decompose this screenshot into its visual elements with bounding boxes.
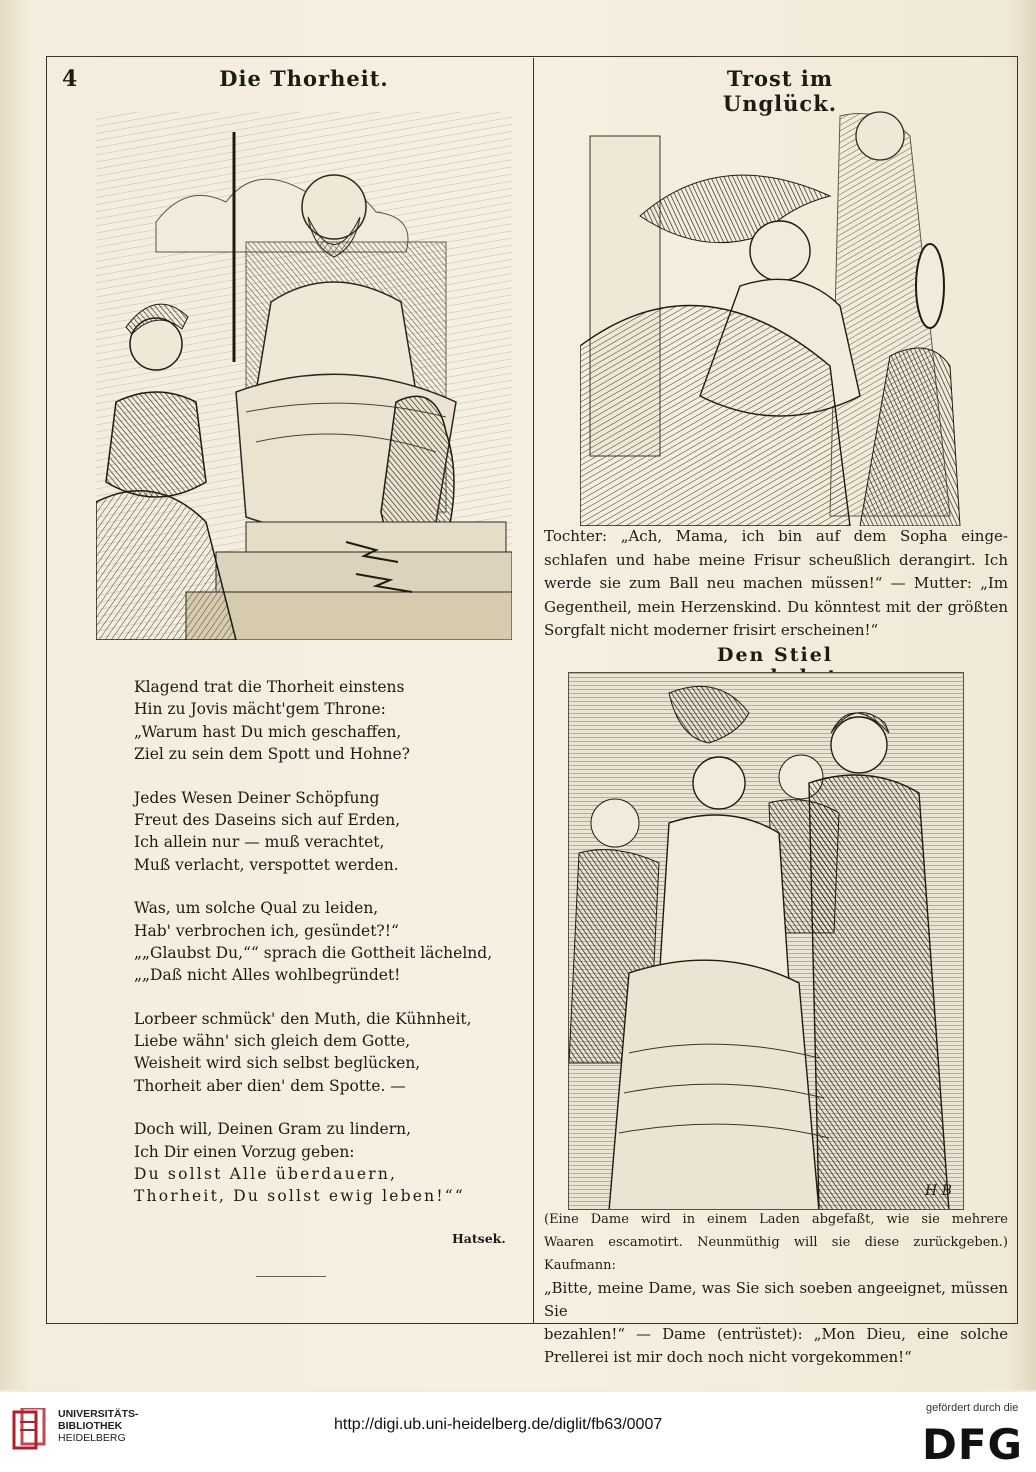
caption-line: Waaren escamotirt. Neunmüthig will sie diese zurückgeben.) Kaufmann: [544,1235,1008,1273]
illustration-daughter-with-mirror [580,96,1010,526]
poem-stanza [134,897,514,987]
university-library-logo-icon [12,1408,52,1452]
article-title-den-stiel-umgekehrt: Den Stiel [716,644,833,666]
caption-line: „Bitte, meine Dame, was Sie sich soeben angeeignet, müssen Sie [544,1280,1008,1320]
caption-line: bezahlen!“ — Dame (entrüstet): „Mon Dieu, eine solche [544,1326,1008,1343]
permalink-url[interactable]: http://digi.ub.uni-heidelberg.de/diglit/fb63/0007 [334,1416,663,1433]
poem-stanza [134,1118,514,1208]
caption-line: (Eine Dame wird in einem Laden abgefaßt, wie sie mehrere [544,1212,1008,1227]
university-library-name [58,1408,139,1444]
poem-author: Hatsek. [452,1231,506,1246]
poem-verse: Weisheit wird sich selbst beglücken, [134,1054,421,1073]
poem-verse: Muß verlacht, verspottet werden. [134,855,399,874]
poem-verse: Ziel zu sein dem Spott und Hohne? [134,745,410,764]
poem-verse: Liebe wähn' sich gleich dem Gotte, [134,1032,411,1051]
poem-verse: Hin zu Jovis mächt'gem Throne: [134,700,386,719]
poem-verse: Lorbeer schmück' den Muth, die Kühnheit, [134,1009,472,1028]
illustration-zeus-and-folly [96,112,512,640]
poem-verse: Thorheit aber dien' dem Spotte. — [134,1076,406,1095]
caption-line: Tochter: „Ach, Mama, ich bin auf dem Sopha einge- [544,527,1008,545]
caption-line: Gegentheil, mein Herzenskind. Du könntest mit der größten [544,597,1008,616]
engraving-girl-svg [580,96,1010,526]
caption-line: Sorgfalt nicht moderner frisirt erscheinen!“ [544,621,879,639]
poem-verse: Hab' verbrochen ich, gesündet?!“ [134,921,399,940]
poem-stanza [134,787,514,877]
poem-verse: „Warum hast Du mich geschaffen, [134,722,402,741]
funding-note: gefördert durch die [926,1402,1019,1414]
poem-stanza [134,1008,514,1098]
poem-verse: Thorheit, Du sollst ewig leben!““ [134,1187,466,1206]
end-rule [256,1276,326,1277]
column-divider [533,58,534,1324]
engraving-zeus-svg [96,112,512,640]
poem-die-thorheit [134,676,514,1229]
engraving-shop-svg [569,673,964,1210]
poem-verse: Was, um solche Qual zu leiden, [134,899,379,918]
poem-verse: Jedes Wesen Deiner Schöpfung [134,788,380,807]
poem-verse: Du sollst Alle überdauern, [134,1165,398,1184]
digitization-footer [0,1392,1036,1472]
caption-line: werde sie zum Ball neu machen müssen!“ — Mutter: „Im [544,574,1008,592]
illustration-signature: H B [925,1183,952,1199]
article-title-trost-im-unglueck: Trost im Unglück. [722,66,838,116]
poem-verse: „„Daß nicht Alles wohlbegründet! [134,966,401,985]
page-number: 4 [62,66,78,92]
illustration-shop-scene [568,672,964,1210]
caption-line: schlafen und habe meine Frisur scheußlich derangirt. Ich [544,550,1008,569]
poem-verse: „„Glaubst Du,““ sprach die Gottheit lächelnd, [134,943,493,962]
caption-line: Prellerei ist mir doch noch nicht vorgekommen!“ [544,1349,912,1366]
institution-line: BIBLIOTHEK [58,1420,123,1432]
institution-line: UNIVERSITÄTS- [58,1408,139,1420]
dfg-logo: DFG [922,1420,1024,1469]
institution-line: HEIDELBERG [58,1432,126,1444]
poem-verse: Ich Dir einen Vorzug geben: [134,1142,355,1161]
poem-stanza [134,676,514,766]
poem-verse: Freut des Daseins sich auf Erden, [134,810,401,829]
poem-verse: Doch will, Deinen Gram zu lindern, [134,1120,412,1139]
caption-den-stiel-umgekehrt [544,1208,1008,1369]
poem-verse: Klagend trat die Thorheit einstens [134,678,405,696]
article-title-die-thorheit: Die Thorheit. [219,66,389,91]
poem-verse: Ich allein nur — muß verachtet, [134,833,385,852]
caption-trost-im-unglueck [544,525,1008,643]
